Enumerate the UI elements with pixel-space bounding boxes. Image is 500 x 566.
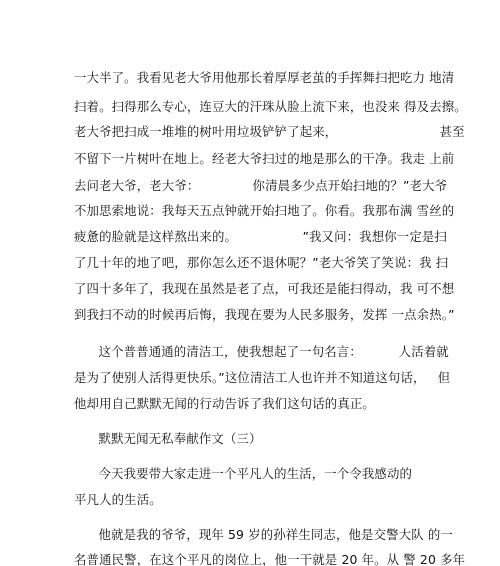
text-line: 去问老大爷，老大爷： 你清晨多少点开始扫地的？”老大爷 [74,178,448,193]
text-line: 疲惫的脸就是这样熬出来的。 ”我又问：我想你一定是扫 [74,229,447,244]
text-line: 平凡人的生活。 [74,492,162,507]
text-line: 他就是我的爷爷，现年 59 岁的孙祥生同志，他是交警大队 的一 [74,527,453,542]
text-line: 不加思索地说：我每天五点钟就开始扫地了。你看。我那布满 雪丝的 [74,203,455,218]
text-line: 今天我要带大家走进一个平凡人的生活，一个令我感动的 [74,466,413,481]
text-line: 他却用自己默默无闻的行动告诉了我们这句话的真正。 [74,396,375,411]
text-line: 一大半了。我看见老大爷用他那长着厚厚老茧的手挥舞扫把吃力 地清 [74,70,455,85]
text-line: 不留下一片树叶在地上。经老大爷扫过的地是那么的干净。我走 上前 [74,151,455,166]
text-line: 是为了使别人活得更快乐。”这位清洁工人也许并不知道这句话， 但 [74,370,451,385]
text-line: 名普通民警，在这个平凡的岗位上，他一干就是 20 年。从 警 20 多年 [74,552,466,566]
text-line: 了几十年的地了吧，那你怎么还不退休呢？”老大爷笑了笑说：我 扫 [74,255,449,270]
text-line: 老大爷把扫成一堆堆的树叶用垃圾铲铲了起来， 甚至 [74,124,465,139]
text-line: 扫着。扫得那么专心，连豆大的汗珠从脸上流下来，也没来 得及去擦。 [74,99,467,114]
section-heading: 默默无闻无私奉献作文（三） [74,431,262,446]
text-line: 这个普普通通的清洁工，使我想起了一句名言： 人活着就 [74,344,449,359]
text-line: 到我扫不动的时候再后悔，我现在要为人民多服务，发挥 一点余热。” [74,307,455,322]
text-line: 了四十多年了，我现在虽然是老了点，可我还是能扫得动，我 可不想 [74,281,455,296]
